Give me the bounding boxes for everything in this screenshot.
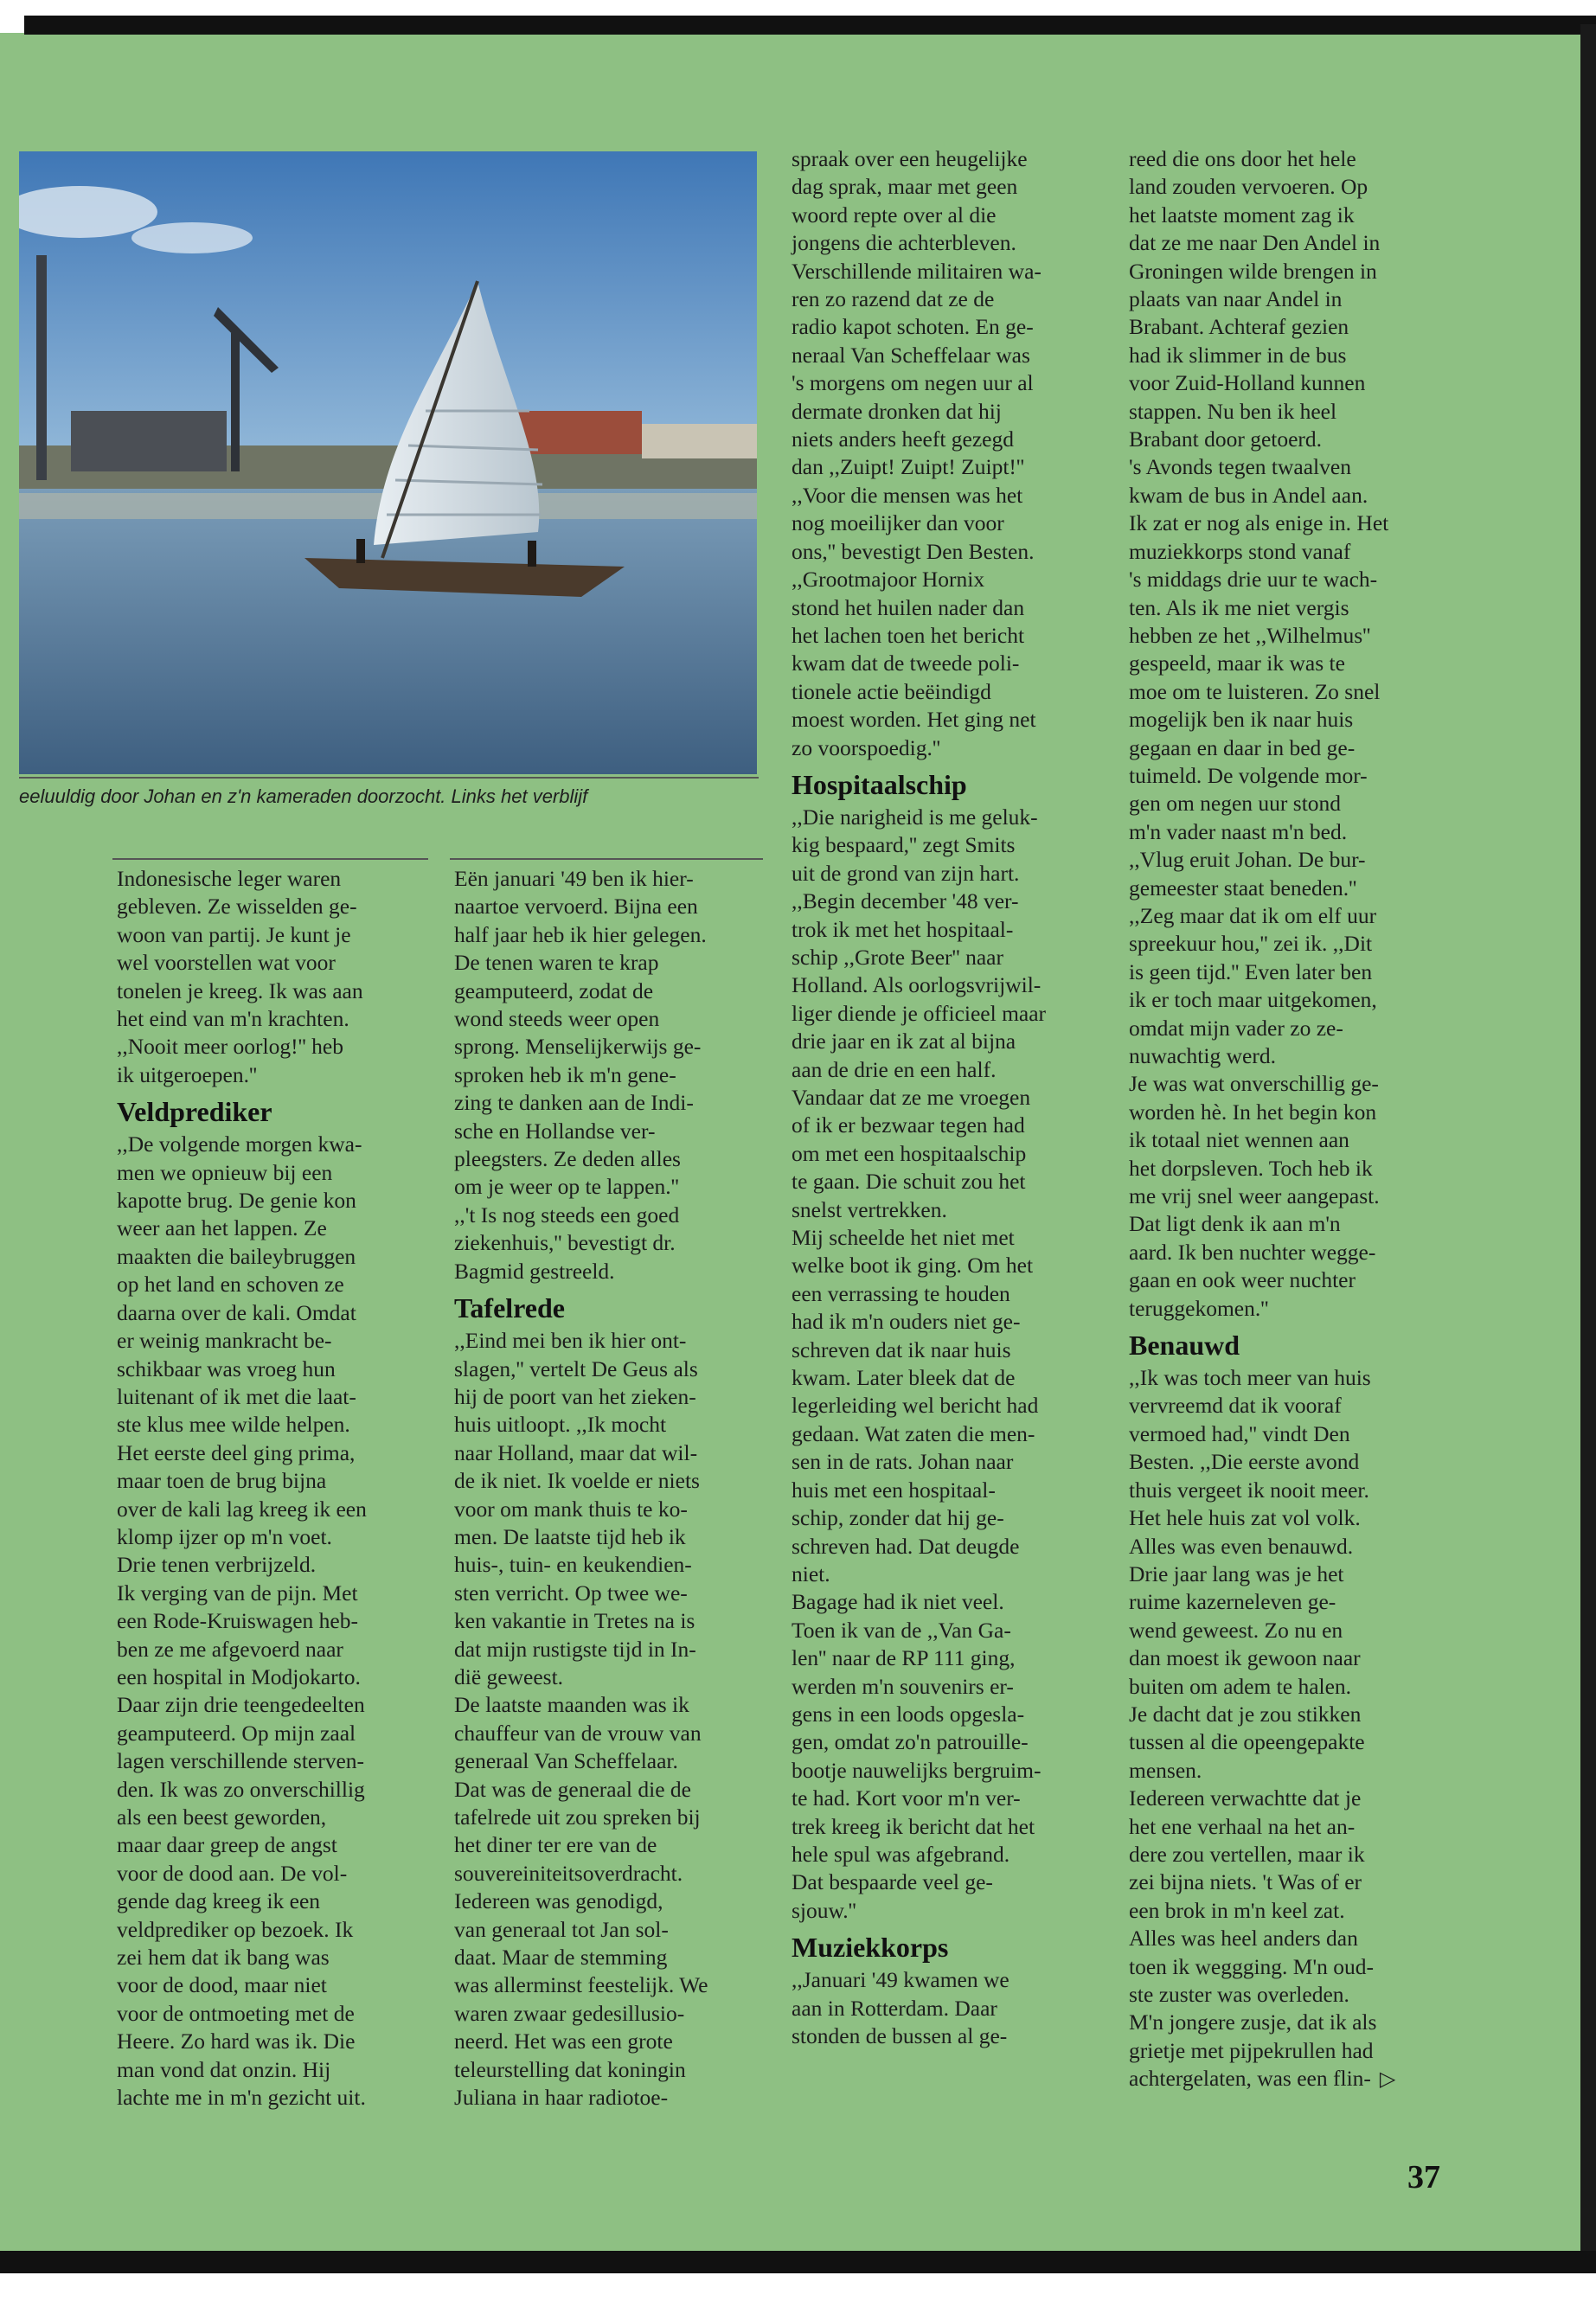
text-line: hebben ze het ,,Wilhelmus'' <box>1129 622 1371 648</box>
text-line: plaats van naar Andel in <box>1129 286 1343 312</box>
text-line: Heere. Zo hard was ik. Die <box>117 2029 356 2054</box>
text-line: het lachen toen het bericht <box>792 622 1025 648</box>
text-line: dië geweest. <box>454 1663 564 1689</box>
text-line: sche en Hollandse ver- <box>454 1118 656 1144</box>
text-line: als een beest geworden, <box>117 1804 327 1830</box>
text-line: ,,Januari '49 kwamen we <box>792 1967 1010 1993</box>
text-line: niet. <box>792 1561 830 1586</box>
text-line: een brok in m'n keel zat. <box>1129 1897 1345 1923</box>
text-line: mensen. <box>1129 1757 1202 1783</box>
text-line: gegaan en daar in bed ge- <box>1129 734 1356 760</box>
text-line: generaal Van Scheffelaar. <box>454 1748 678 1774</box>
text-line: ben ze me afgevoerd naar <box>117 1636 343 1662</box>
text-line: schreven had. Dat deugde <box>792 1533 1020 1559</box>
text-line: hele spul was afgebrand. <box>792 1841 1010 1867</box>
text-line: wend geweest. Zo nu en <box>1129 1617 1343 1643</box>
text-line: radio kapot schoten. En ge- <box>792 314 1034 340</box>
text-line: Je dacht dat je zou stikken <box>1129 1701 1362 1727</box>
continue-arrow-icon: ▷ <box>1379 2067 1396 2092</box>
text-line: klomp ijzer op m'n voet. <box>117 1523 332 1549</box>
text-line: toen ik weggging. M'n oud- <box>1129 1953 1374 1979</box>
photo-caption: eeluuldig door Johan en z'n kameraden doorzocht. Links het verblijf <box>19 785 588 807</box>
text-line: Dat bespaarde veel ge- <box>792 1869 993 1895</box>
text-line: huis met een hospitaal- <box>792 1477 996 1503</box>
text-line: dan ,,Zuipt! Zuipt! Zuipt!'' <box>792 454 1025 480</box>
text-line: op het land en schoven ze <box>117 1272 344 1298</box>
text-line: omdat mijn vader zo ze- <box>1129 1015 1343 1041</box>
text-line: aard. Ik ben nuchter wegge- <box>1129 1239 1376 1265</box>
text-line: slagen,'' vertelt De Geus als <box>454 1356 698 1381</box>
text-line: gens in een loods opgesla- <box>792 1701 1025 1727</box>
text-line: Juliana in haar radiotoe- <box>454 2085 669 2111</box>
text-line: worden hè. In het begin kon <box>1129 1099 1377 1125</box>
text-line: voor om mank thuis te ko- <box>454 1496 688 1522</box>
text-line: spreekuur hou,'' zei ik. ,,Dit <box>1129 931 1373 957</box>
text-line: souvereiniteitsoverdracht. <box>454 1860 683 1886</box>
text-line: mogelijk ben ik naar huis <box>1129 707 1354 733</box>
text-line: Drie jaar lang was je het <box>1129 1561 1344 1586</box>
scan-border-bottom <box>0 2251 1596 2273</box>
text-line: aan in Rotterdam. Daar <box>792 1995 997 2021</box>
text-line: ik er toch maar uitgekomen, <box>1129 987 1377 1013</box>
text-line: daat. Maar de stemming <box>454 1945 668 1971</box>
text-line: ik totaal niet wennen aan <box>1129 1127 1349 1153</box>
text-line: tonelen je kreeg. Ik was aan <box>117 977 363 1003</box>
text-line: Toen ik van de ,,Van Ga- <box>792 1617 1011 1643</box>
article-column-2 <box>454 865 770 2112</box>
text-line: spraak over een heugelijke <box>792 146 1028 171</box>
text-line: nog moeilijker dan voor <box>792 510 1004 536</box>
section-heading: Hospitaalschip <box>792 768 967 800</box>
text-line: 's middags drie uur te wach- <box>1129 567 1378 593</box>
text-line: Bagmid gestreeld. <box>454 1258 615 1284</box>
text-line: luitenant of ik met die laat- <box>117 1383 356 1409</box>
text-line: nuwachtig werd. <box>1129 1043 1276 1068</box>
text-line: ons,'' bevestigt Den Besten. <box>792 538 1035 564</box>
text-line: teruggekomen.'' <box>1129 1295 1269 1321</box>
text-line: stonden de bussen al ge- <box>792 2023 1008 2048</box>
caption-rule <box>19 777 759 779</box>
text-line: pleegsters. Ze deden alles <box>454 1146 681 1172</box>
text-line: ,,Grootmajoor Hornix <box>792 567 985 593</box>
text-line: wond steeds weer open <box>454 1006 660 1032</box>
text-line: gen, omdat zo'n patrouille- <box>792 1729 1029 1755</box>
text-line: De laatste maanden was ik <box>454 1692 689 1718</box>
text-line: Het hele huis zat vol volk. <box>1129 1505 1361 1531</box>
text-line: ,,'t Is nog steeds een goed <box>454 1202 680 1227</box>
text-line: chauffeur van de vrouw van <box>454 1720 702 1746</box>
text-line: Verschillende militairen wa- <box>792 258 1042 284</box>
text-line: stappen. Nu ben ik heel <box>1129 398 1337 424</box>
text-line: Mij scheelde het niet met <box>792 1225 1015 1251</box>
text-line: om met een hospitaalschip <box>792 1140 1027 1166</box>
text-line: gaan en ook weer nuchter <box>1129 1267 1356 1293</box>
text-line: gebleven. Ze wisselden ge- <box>117 894 357 920</box>
text-line: over de kali lag kreeg ik een <box>117 1496 367 1522</box>
text-line: huis uitloopt. ,,Ik mocht <box>454 1412 667 1438</box>
text-line: tuimeld. De volgende mor- <box>1129 762 1368 788</box>
text-line: was allerminst feestelijk. We <box>454 1972 708 1998</box>
text-line: schreven dat ik naar huis <box>792 1336 1011 1362</box>
text-line: dan moest ik gewoon naar <box>1129 1645 1361 1671</box>
text-line: liger diende je officieel maar <box>792 1000 1047 1026</box>
text-line: ste zuster was overleden. <box>1129 1982 1349 2007</box>
text-line: ,,Die narigheid is me geluk- <box>792 804 1038 830</box>
text-line: zing te danken aan de Indi- <box>454 1090 694 1116</box>
text-line: moe om te luisteren. Zo snel <box>1129 678 1381 704</box>
section-heading: Tafelrede <box>454 1292 565 1324</box>
text-line: Drie tenen verbrijzeld. <box>117 1552 317 1578</box>
text-line: Brabant. Achteraf gezien <box>1129 314 1349 340</box>
text-line: een hospital in Modjokarto. <box>117 1663 361 1689</box>
text-line: sprong. Menselijkerwijs ge- <box>454 1034 702 1060</box>
page-number: 37 <box>1407 2159 1440 2195</box>
text-line: lachte me in m'n gezicht uit. <box>117 2085 366 2111</box>
text-line: voor de ontmoeting met de <box>117 2000 355 2026</box>
text-line: maar toen de brug bijna <box>117 1468 327 1494</box>
text-line: ,,Begin december '48 ver- <box>792 888 1019 914</box>
text-line: hij de poort van het zieken- <box>454 1383 696 1409</box>
text-line: ,,Ik was toch meer van huis <box>1129 1365 1371 1391</box>
text-line: schikbaar was vroeg hun <box>117 1356 336 1381</box>
text-line: tussen al die opeengepakte <box>1129 1729 1365 1755</box>
text-line: Ik verging van de pijn. Met <box>117 1580 358 1606</box>
text-line: een verrassing te houden <box>792 1280 1010 1306</box>
text-line: lagen verschillende sterven- <box>117 1748 365 1774</box>
text-line: ,,Nooit meer oorlog!'' heb <box>117 1034 343 1060</box>
text-line: m'n vader naast m'n bed. <box>1129 818 1348 844</box>
text-line: Vandaar dat ze me vroegen <box>792 1085 1031 1110</box>
text-line: dag sprak, maar met geen <box>792 174 1018 200</box>
text-line: Brabant door getoerd. <box>1129 426 1323 452</box>
text-line: Bagage had ik niet veel. <box>792 1589 1004 1615</box>
text-line: stond het huilen nader dan <box>792 594 1025 620</box>
text-line: reed die ons door het hele <box>1129 146 1356 171</box>
text-line: Holland. Als oorlogsvrijwil- <box>792 972 1042 998</box>
text-line: buiten om adem te halen. <box>1129 1673 1352 1699</box>
text-line: Iedereen verwachtte dat je <box>1129 1785 1362 1811</box>
text-line: me vrij snel weer aangepast. <box>1129 1183 1380 1209</box>
text-line: den. Ik was zo onverschillig <box>117 1776 365 1802</box>
text-line: voor Zuid-Holland kunnen <box>1129 370 1366 396</box>
text-line: kwam dat de tweede poli- <box>792 651 1020 676</box>
text-line: woon van partij. Je kunt je <box>117 921 351 947</box>
text-line: Dat was de generaal die de <box>454 1776 691 1802</box>
text-line: het diner ter ere van de <box>454 1832 657 1858</box>
text-line: weer aan het lappen. Ze <box>117 1215 327 1241</box>
text-line: land zouden vervoeren. Op <box>1129 174 1368 200</box>
text-line: jongens die achterbleven. <box>792 230 1016 256</box>
text-line: zei hem dat ik bang was <box>117 1945 330 1971</box>
text-line: had ik m'n ouders niet ge- <box>792 1309 1021 1335</box>
text-line: Het eerste deel ging prima, <box>117 1439 356 1465</box>
text-line: gemeester staat beneden.'' <box>1129 875 1357 901</box>
column-rule-2 <box>450 858 763 860</box>
text-line: tionele actie beëindigd <box>792 678 991 704</box>
text-line: neerd. Het was een grote <box>454 2029 673 2054</box>
text-line: Alles was even benauwd. <box>1129 1533 1354 1559</box>
text-line: ste klus mee wilde helpen. <box>117 1412 350 1438</box>
text-line: men we opnieuw bij een <box>117 1159 333 1185</box>
section-heading: Benauwd <box>1129 1330 1240 1362</box>
scan-border-top <box>24 16 1596 35</box>
text-line: daarna over de kali. Omdat <box>117 1299 356 1325</box>
text-line: kwam de bus in Andel aan. <box>1129 482 1368 508</box>
text-line: een Rode-Kruiswagen heb- <box>117 1608 358 1634</box>
section-heading: Veldprediker <box>117 1096 272 1128</box>
text-line: de ik niet. Ik voelde er niets <box>454 1468 700 1494</box>
text-line: trok ik met het hospitaal- <box>792 916 1014 942</box>
text-line: vervreemd dat ik vooraf <box>1129 1393 1342 1419</box>
text-line: neraal Van Scheffelaar was <box>792 342 1030 368</box>
text-line: dermate dronken dat hij <box>792 398 1002 424</box>
text-line: moest worden. Het ging net <box>792 707 1036 733</box>
text-line: het dorpsleven. Toch heb ik <box>1129 1155 1373 1181</box>
article-column-1 <box>117 865 430 2112</box>
text-line: schip ,,Grote Beer'' naar <box>792 944 1003 970</box>
text-line: Ik zat er nog als enige in. Het <box>1129 510 1389 536</box>
text-line: dat mijn rustigste tijd in In- <box>454 1636 696 1662</box>
text-line: sjouw.'' <box>792 1897 856 1923</box>
text-line: ruime kazerneleven ge- <box>1129 1589 1336 1615</box>
text-line: ziekenhuis,'' bevestigt dr. <box>454 1230 676 1256</box>
text-line: tafelrede uit zou spreken bij <box>454 1804 701 1830</box>
text-line: ik uitgeroepen.'' <box>117 1061 258 1087</box>
text-line: waren zwaar gedesillusio- <box>454 2000 685 2026</box>
text-line: Dat ligt denk ik aan m'n <box>1129 1211 1341 1237</box>
text-line: ,,Vlug eruit Johan. De bur- <box>1129 847 1366 873</box>
text-line: Iedereen was genodigd, <box>454 1888 663 1914</box>
text-line: zei bijna niets. 't Was of er <box>1129 1869 1362 1895</box>
text-line: 's morgens om negen uur al <box>792 370 1034 396</box>
text-line: thuis vergeet ik nooit meer. <box>1129 1477 1369 1503</box>
text-line: welke boot ik ging. Om het <box>792 1253 1034 1279</box>
text-line: voor de dood aan. De vol- <box>117 1860 348 1886</box>
text-line: sproken heb ik m'n gene- <box>454 1061 676 1087</box>
text-line: man vond dat onzin. Hij <box>117 2056 331 2082</box>
text-line: van generaal tot Jan sol- <box>454 1916 669 1942</box>
text-line: Alles was heel anders dan <box>1129 1926 1358 1952</box>
text-line: kwam. Later bleek dat de <box>792 1365 1016 1391</box>
text-line: gedaan. Wat zaten die men- <box>792 1420 1035 1446</box>
text-line: Besten. ,,Die eerste avond <box>1129 1449 1360 1475</box>
text-line: trek kreeg ik bericht dat het <box>792 1813 1035 1839</box>
text-line: uit de grond van zijn hart. <box>792 860 1020 886</box>
text-line: ,,Zeg maar dat ik om elf uur <box>1129 902 1377 928</box>
text-line: Groningen wilde brengen in <box>1129 258 1377 284</box>
text-line: dere zou vertellen, maar ik <box>1129 1841 1365 1867</box>
text-line: gende dag kreeg ik een <box>117 1888 321 1914</box>
text-line: woord repte over al die <box>792 202 997 228</box>
text-line: ,,De volgende morgen kwa- <box>117 1131 362 1157</box>
text-line: het laatste moment zag ik <box>1129 202 1355 228</box>
text-line: het ene verhaal na het an- <box>1129 1813 1356 1839</box>
text-line: geamputeerd. Op mijn zaal <box>117 1720 356 1746</box>
text-line: zo voorspoedig.'' <box>792 734 941 760</box>
text-line: voor de dood, maar niet <box>117 1972 327 1998</box>
text-line: werden m'n souvenirs er- <box>792 1673 1014 1699</box>
text-line: dat ze me naar Den Andel in <box>1129 230 1381 256</box>
text-line: te gaan. Die schuit zou het <box>792 1169 1026 1195</box>
text-line: legerleiding wel bericht had <box>792 1393 1039 1419</box>
text-line: Indonesische leger waren <box>117 866 342 891</box>
text-line: len'' naar de RP 111 ging, <box>792 1645 1016 1671</box>
text-line: gespeeld, maar ik was te <box>1129 651 1345 676</box>
text-line: veldprediker op bezoek. Ik <box>117 1916 354 1942</box>
text-line: schip, zonder dat hij ge- <box>792 1505 1004 1531</box>
text-line: maar daar greep de angst <box>117 1832 337 1858</box>
text-line: aan de drie en een half. <box>792 1056 997 1082</box>
article-column-3 <box>792 145 1116 2050</box>
scan-border-right <box>1580 24 1596 2301</box>
section-heading: Muziekkorps <box>792 1932 949 1964</box>
text-line: sen in de rats. Johan naar <box>792 1449 1014 1475</box>
text-line: achtergelaten, was een flin- ▷ <box>1129 2066 1396 2092</box>
text-line: wel voorstellen wat voor <box>117 950 336 976</box>
text-line: vermoed had,'' vindt Den <box>1129 1420 1350 1446</box>
text-line: naartoe vervoerd. Bijna een <box>454 894 698 920</box>
text-line: half jaar heb ik hier gelegen. <box>454 921 707 947</box>
text-line: om je weer op te lappen.'' <box>454 1174 679 1200</box>
text-line: Eën januari '49 ben ik hier- <box>454 866 694 891</box>
text-line: het eind van m'n krachten. <box>117 1006 349 1032</box>
text-line: drie jaar en ik zat al bijna <box>792 1029 1016 1054</box>
text-line: Daar zijn drie teengedeelten <box>117 1692 365 1718</box>
text-line: teleurstelling dat koningin <box>454 2056 686 2082</box>
text-line: ,,Voor die mensen was het <box>792 482 1023 508</box>
text-line: geamputeerd, zodat de <box>454 977 654 1003</box>
text-line: grietje met pijpekrullen had <box>1129 2037 1374 2063</box>
harbour-sailboat-photo <box>19 151 757 774</box>
text-line: gen om negen uur stond <box>1129 791 1342 817</box>
text-line: kapotte brug. De genie kon <box>117 1188 356 1214</box>
text-line: M'n jongere zusje, dat ik als <box>1129 2009 1377 2035</box>
column-rule-1 <box>112 858 428 860</box>
text-line: er weinig mankracht be- <box>117 1328 332 1354</box>
text-line: te had. Kort voor m'n ver- <box>792 1785 1021 1811</box>
text-line: of ik er bezwaar tegen had <box>792 1112 1025 1138</box>
text-line: maakten die baileybruggen <box>117 1243 356 1269</box>
text-line: niets anders heeft gezegd <box>792 426 1015 452</box>
text-line: kig bespaard,'' zegt Smits <box>792 832 1016 858</box>
text-line: De tenen waren te krap <box>454 950 659 976</box>
text-line: 's Avonds tegen twaalven <box>1129 454 1351 480</box>
text-line: ten. Als ik me niet vergis <box>1129 594 1349 620</box>
text-line: ren zo razend dat ze de <box>792 286 995 312</box>
text-line: sten verricht. Op twee we- <box>454 1580 688 1606</box>
text-line: naar Holland, maar dat wil- <box>454 1439 698 1465</box>
text-line: ,,Eind mei ben ik hier ont- <box>454 1328 687 1354</box>
text-line: is geen tijd.'' Even later ben <box>1129 958 1373 984</box>
text-line: huis-, tuin- en keukendien- <box>454 1552 692 1578</box>
text-line: ken vakantie in Tretes na is <box>454 1608 695 1634</box>
text-line: bootje nauwelijks bergruim- <box>792 1757 1042 1783</box>
text-line: men. De laatste tijd heb ik <box>454 1523 686 1549</box>
text-line: snelst vertrekken. <box>792 1196 947 1222</box>
text-line: muziekkorps stond vanaf <box>1129 538 1351 564</box>
text-line: had ik slimmer in de bus <box>1129 342 1347 368</box>
text-line: Je was wat onverschillig ge- <box>1129 1071 1379 1097</box>
article-column-4 <box>1129 145 1475 2093</box>
